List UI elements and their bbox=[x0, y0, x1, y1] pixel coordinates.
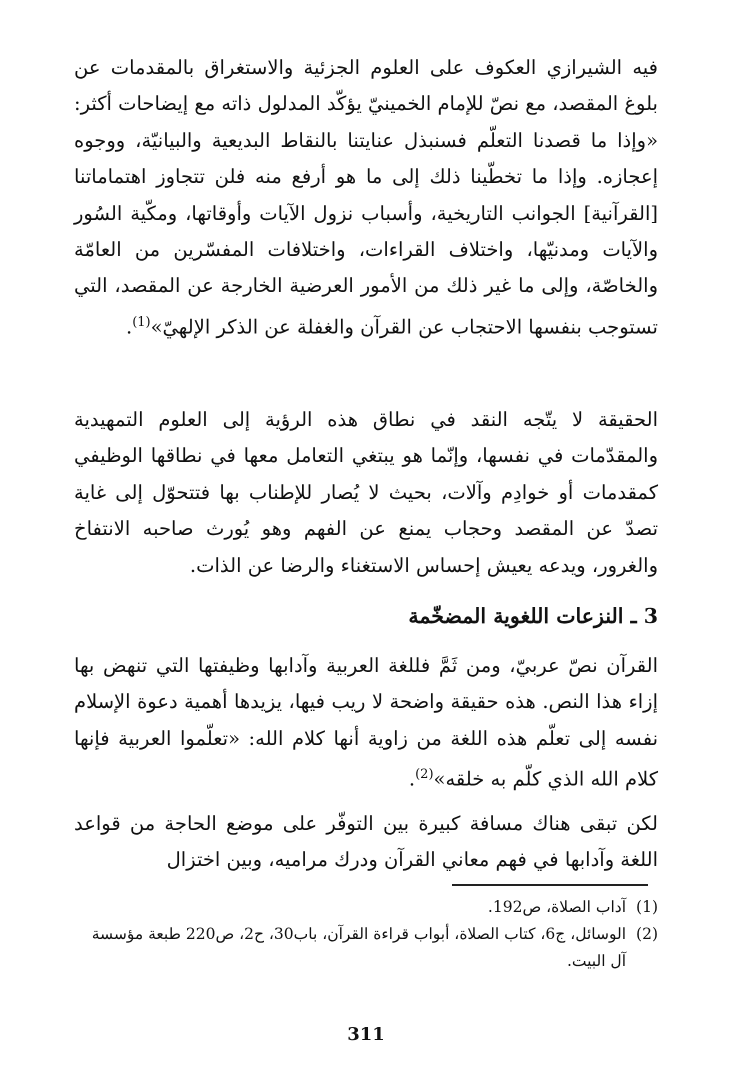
paragraph-3 bbox=[74, 648, 658, 794]
paragraph-1 bbox=[74, 50, 658, 378]
paragraph-1-text: فيه الشيرازي العكوف على العلوم الجزئية والاستغراق بالمقدمات عن بلوغ المقصد، مع نصّ للإمام الخمينيّ يؤكّد المدلول ذاته مع إيضاحات أكثر: «وإذا ما قصدنا التعلّم فسنبذل عنايتنا بالنقاط البديعية والبيانيّة، ووجوه إعجازه. وإذا ما تخطّينا ذلك إلى ما هو أرفع منه فلن تتجاوز اهتماماتنا [القرآنية] الجوانب التاريخية، وأسباب نزول الآيات وأوقاتها، ومكّية السُور والآيات ومدنيّها، واختلاف القراءات، واختلافات المفسّرين من العامّة والخاصّة، وإلى ما غير ذلك من الأمور العرضية الخارجة عن المقصد، التي تستوجب بنفسها الاحتجاب عن القرآن والغفلة عن الذكر الإلهيّ» bbox=[74, 56, 658, 339]
paragraph-3-end: . bbox=[408, 767, 416, 791]
footnote-ref-1[interactable]: (1) bbox=[132, 314, 151, 330]
footnotes bbox=[74, 894, 658, 975]
footnote-number: (2) bbox=[636, 925, 658, 943]
footnote-item bbox=[74, 921, 658, 975]
footnote-divider bbox=[452, 884, 648, 886]
section-heading: 3 ـ النزعات اللغوية المضخّمة bbox=[408, 604, 658, 628]
footnote-item bbox=[74, 894, 658, 921]
footnote-ref-2[interactable]: (2) bbox=[415, 767, 434, 783]
footnote-text: الوسائل، ج6، كتاب الصلاة، أبواب قراءة القرآن، باب30، ح2، ص220 طبعة مؤسسة آل البيت. bbox=[91, 925, 626, 970]
page-number: 311 bbox=[347, 1024, 385, 1045]
paragraph-1-end: . bbox=[125, 315, 133, 339]
paragraph-4: لكن تبقى هناك مسافة كبيرة بين التوفّر على موضع الحاجة من قواعد اللغة وآدابها في فهم معاني القرآن ودرك مراميه، وبين اختزال bbox=[74, 812, 658, 872]
paragraph-2: الحقيقة لا يتّجه النقد في نطاق هذه الرؤية إلى العلوم التمهيدية والمقدّمات في نفسها، وإنّما هو يبتغي التعامل معها في نطاقها الوظيفي كمقدمات أو خوادِم وآلات، بحيث لا يُصار للإطناب بها فتتحوّل إلى غاية تصدّ عن المقصد وحجاب يمنع عن الفهم وهو يُورث صاحبه الانتفاخ والغرور، ويدعه يعيش إحساس الاستغناء والرضا عن الذات. bbox=[74, 408, 658, 577]
paragraph-3-text: القرآن نصّ عربيّ، ومن ثَمَّ فللغة العربية وآدابها وظيفتها التي تنهض بها إزاء هذا النص. هذه حقيقة واضحة لا ريب فيها، يزيدها أهمية دعوة الإسلام نفسه إلى تعلّم هذه اللغة من زاوية أنها كلام الله: «تعلّموا العربية فإنها كلام الله الذي كلّم به خلقه» bbox=[74, 654, 658, 791]
footnote-number: (1) bbox=[636, 898, 658, 916]
footnote-text: آداب الصلاة، ص192. bbox=[487, 898, 626, 916]
page-body bbox=[74, 50, 658, 880]
